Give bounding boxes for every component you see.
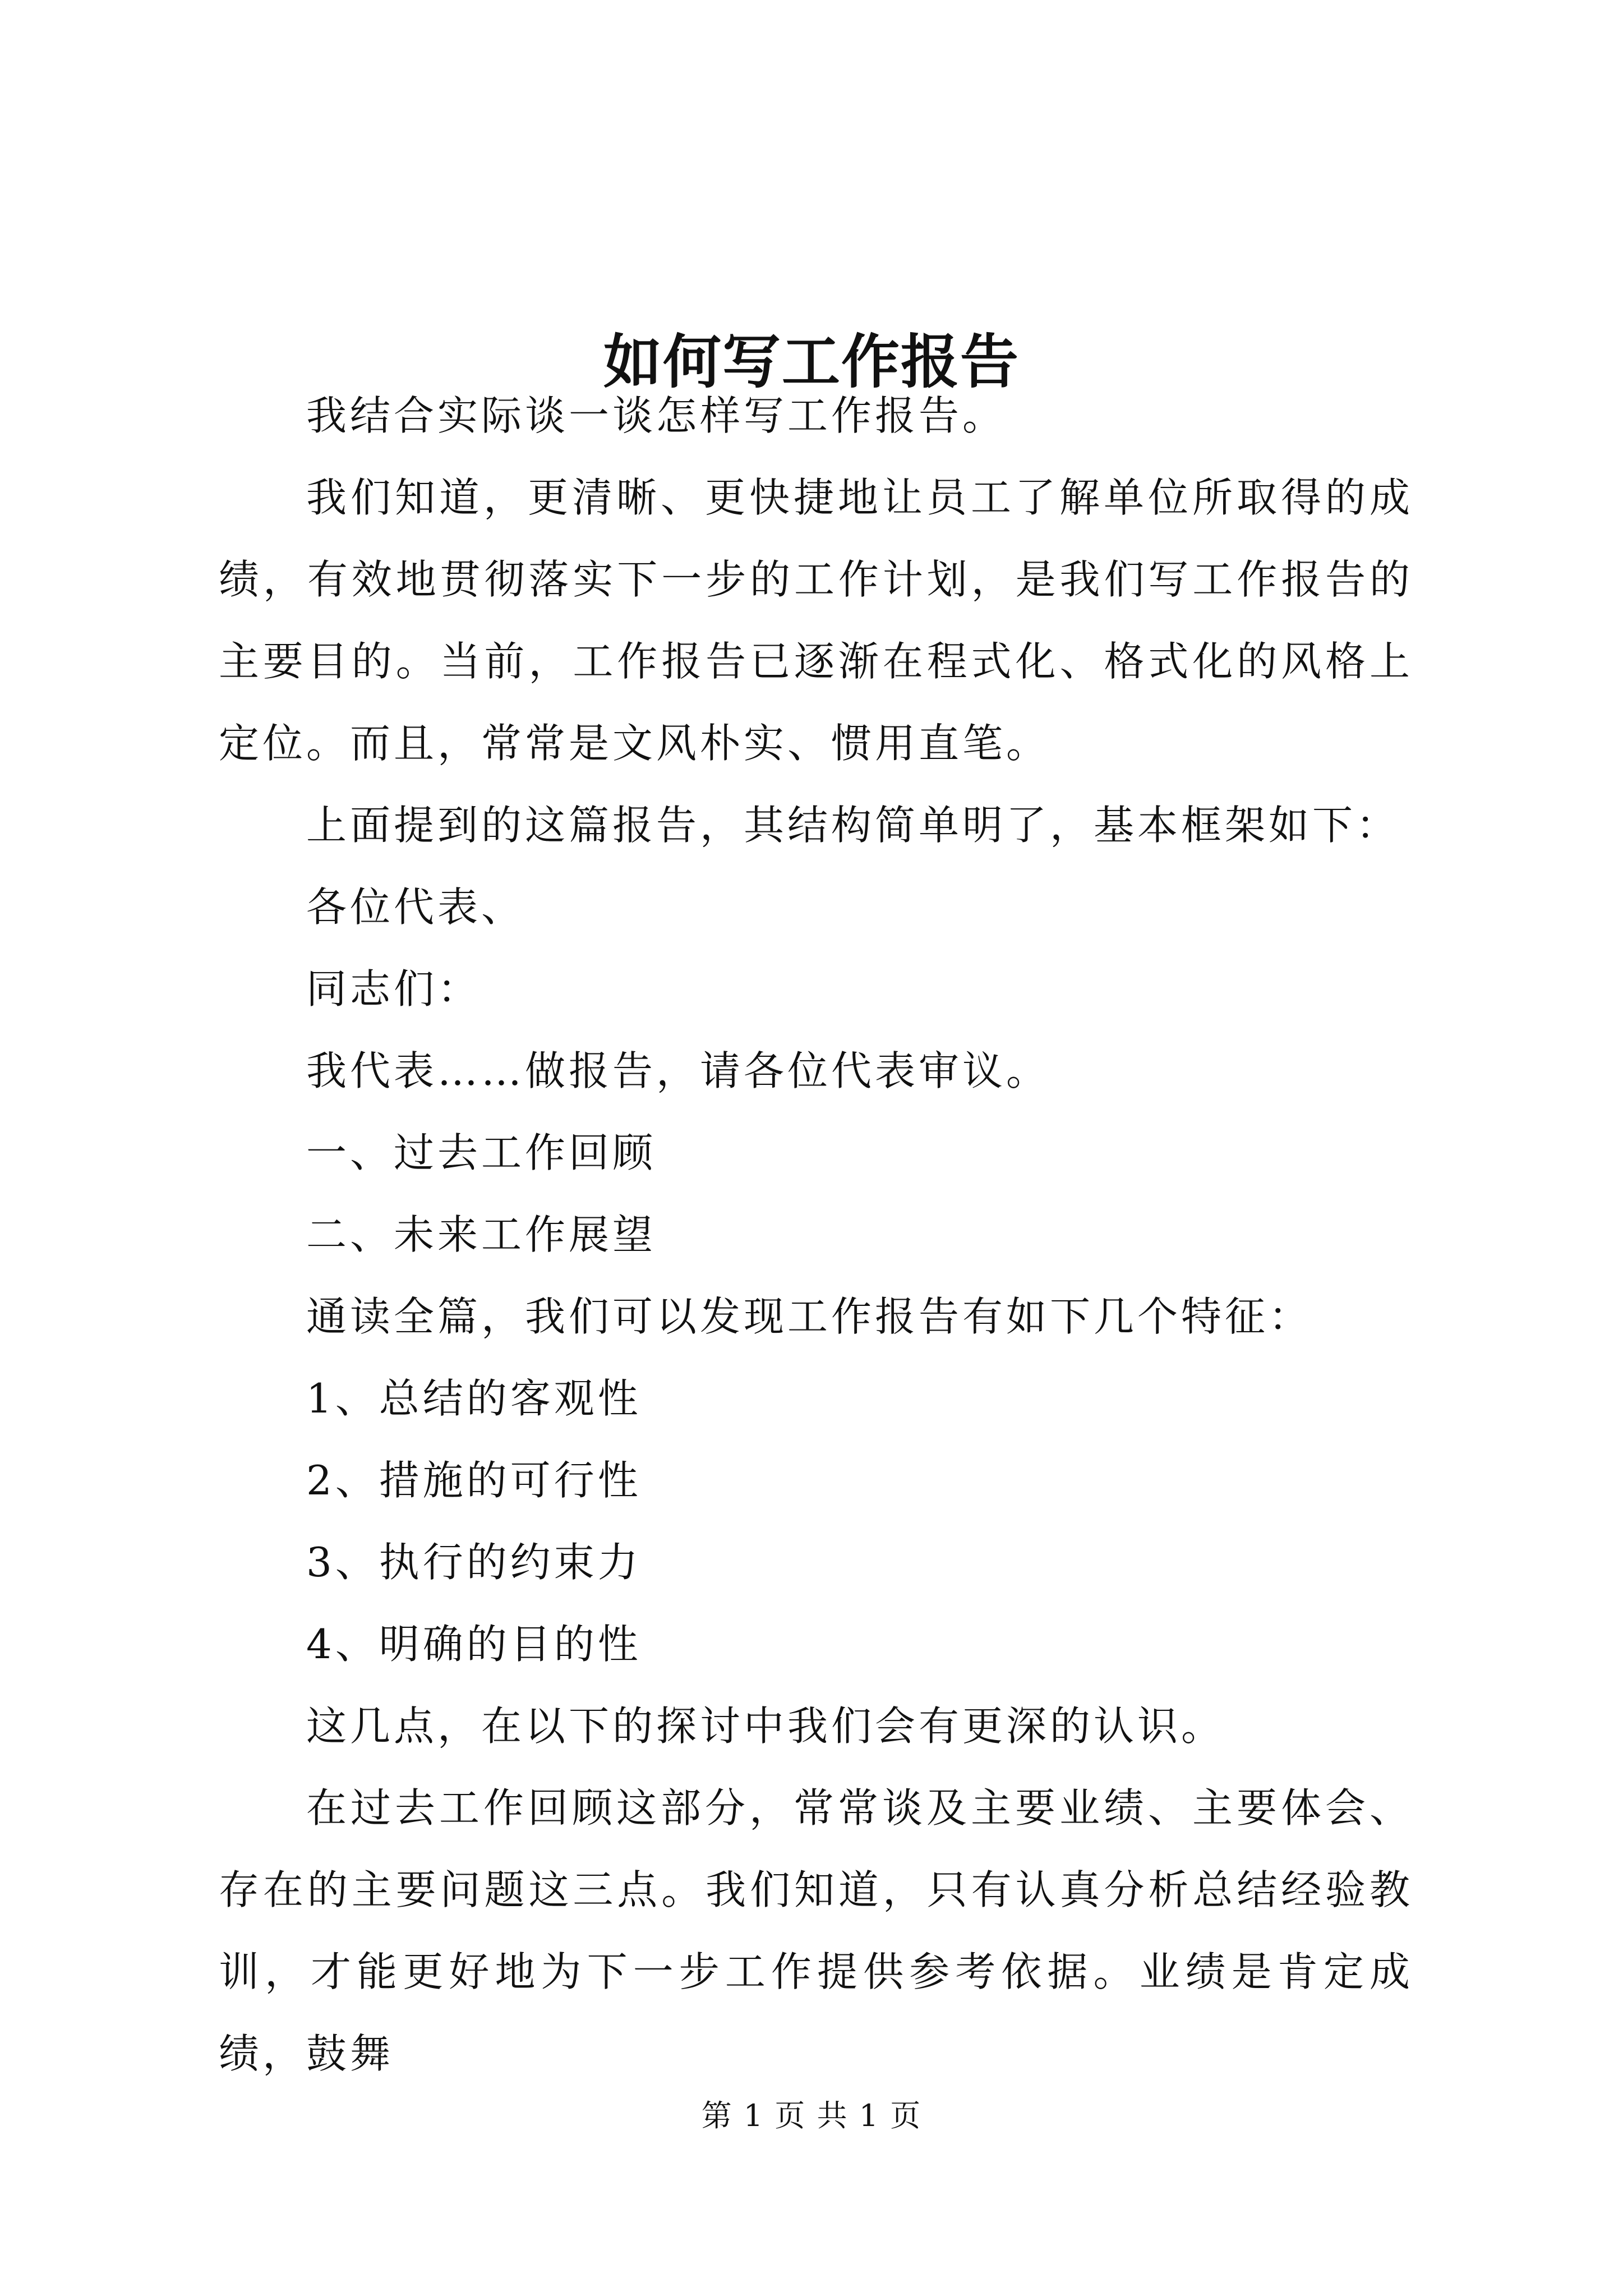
paragraph-intro: 我结合实际谈一谈怎样写工作报告。 [306,392,1007,439]
feature-item-2: 2、措施的可行性 [306,1457,642,1504]
document-body [219,375,1413,2095]
paragraph-purpose: 我们知道，更清晰、更快捷地让员工了解单位所取得的成绩，有效地贯彻落实下一步的工作计划，是我们写工作报告的主要目的。当前，工作报告已逐渐在程式化、格式化的风格上定位。而且，常常是文风朴实、惯用直笔。 [219,474,1413,767]
page-number-footer: 第 1 页 共 1 页 [701,2098,922,2133]
paragraph-transition: 这几点，在以下的探讨中我们会有更深的认识。 [306,1703,1225,1750]
paragraph-salutation-comrades: 同志们： [306,965,482,1013]
document-title: 如何写工作报告 [603,326,1020,396]
paragraph-features-intro: 通读全篇，我们可以发现工作报告有如下几个特征： [306,1293,1313,1340]
paragraph-structure-intro: 上面提到的这篇报告，其结构简单明了，基本框架如下： [306,802,1400,849]
feature-item-4: 4、明确的目的性 [306,1621,642,1668]
section-heading-review: 一、过去工作回顾 [306,1129,657,1176]
paragraph-salutation-delegates: 各位代表、 [306,884,525,931]
feature-item-1: 1、总结的客观性 [306,1375,642,1422]
feature-item-3: 3、执行的约束力 [306,1539,642,1586]
paragraph-review-section: 在过去工作回顾这部分，常常谈及主要业绩、主要体会、存在的主要问题这三点。我们知道，只有认真分析总结经验教训，才能更好地为下一步工作提供参考依据。业绩是肯定成绩，鼓舞 [219,1784,1413,2077]
paragraph-report-opening: 我代表……做报告，请各位代表审议。 [306,1047,1050,1094]
section-heading-outlook: 二、未来工作展望 [306,1211,657,1258]
